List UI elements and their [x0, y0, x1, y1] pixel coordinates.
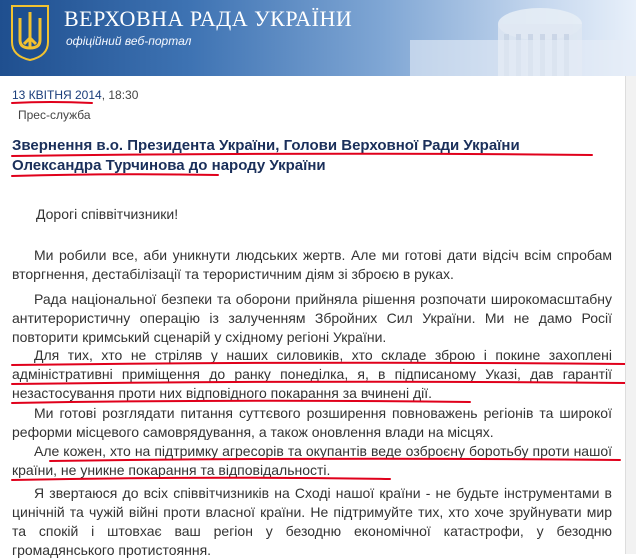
article-greeting: Дорогі співвітчизники!: [36, 206, 179, 222]
article-paragraph: Ми робили все, аби уникнути людських жертв. Але ми готові дати відсіч всім спробам вторгнення, дестабілізації та терористичним діям зі зброєю в руках.: [12, 247, 612, 282]
scrollbar[interactable]: [625, 76, 636, 554]
article-paragraph: Але кожен, хто на підтримку агресорів та окупантів веде озброєну боротьбу проти нашої країни, не уникне покарання та відповідальності.: [12, 443, 612, 478]
publication-date: 13 КВІТНЯ 2014: [12, 88, 102, 102]
parliament-building-icon: [300, 0, 636, 76]
article-paragraph: Для тих, хто не стріляв у наших силовиків, хто складе зброю і покине захоплені адміністративні приміщення до ранку понеділка, я, в підписаному Указі, дав гарантії незастосування проти них відповідного покарання за вчинені дії.: [12, 347, 612, 401]
author-label: Прес-служба: [18, 108, 91, 122]
article-paragraph: Я звертаюся до всіх співвітчизників на Сході нашої країни - не будьте інструментами в цинічній та чужій війні проти власної країни. Не підтримуйте тих, хто хоче зруйнувати мир та спокій і штовхає ваш регіон у безодню економічної катастрофи, у безодню громадянського протистояння.: [12, 485, 612, 558]
trident-icon: [8, 4, 52, 62]
site-header: [0, 0, 636, 76]
publication-time: , 18:30: [101, 88, 139, 102]
site-title[interactable]: ВЕРХОВНА РАДА УКРАЇНИ: [64, 6, 353, 31]
publication-meta: [12, 88, 138, 102]
article-paragraph: Ми готові розглядати питання суттєвого розширення повноважень регіонів та широкої реформи місцевого самоврядування, а також оновлення влади на місцях.: [12, 405, 612, 440]
underline-date: [12, 102, 92, 103]
article-paragraph: Рада національної безпеки та оборони прийняла рішення розпочати широкомасштабну антитерористичну операцію із залученням Збройних Сил України. Ми не дамо Росії повторити кримський сценарій у східному регіоні України.: [12, 291, 612, 345]
article-headline: Звернення в.о. Президента України, Голови Верховної Ради України Олександра Турчинова до народу України: [12, 137, 520, 174]
site-subtitle: офіційний веб-портал: [66, 34, 192, 48]
